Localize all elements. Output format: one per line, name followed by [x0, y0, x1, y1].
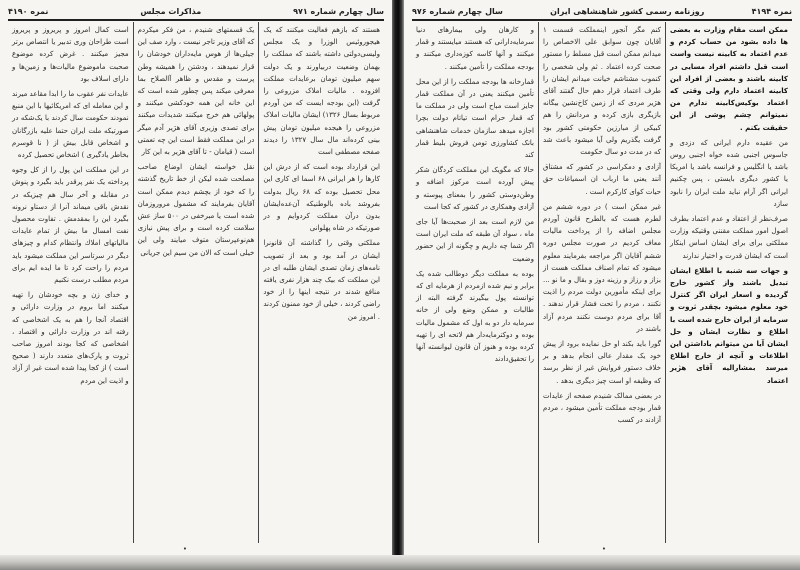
- paragraph: کنم مگر آنجور اینمملکت قسمت ۱ آقایان چون سوابق علی الاخصاص را میدانم ممکن است قبل مسلط را مستور صحت کرده اعتماد . ثم ولی شخصی را کنموب مشتاشم خیانت میدانم ایشان را طرف اعتماد قرار دهم حال گفتند آقای هژیر مردی که از زمین کاخ‌نشین بیگانه بازیگری بازی کرده و مردانش را هم کبیکی از مبارزین حکومتی کشور بود گرفت یگذریم ولی آیا میشود باعث شد که در مدت دو سال حکومت: [543, 26, 661, 157]
- right-columns: [412, 22, 792, 543]
- right-issue-number: نمره ۴۱۹۴: [751, 6, 792, 16]
- left-issue-number: نمره ۴۱۹۰: [8, 6, 49, 16]
- paragraph: من عقیده دارم ایرانی که دزدی و جاسوس اجنبی شده خواه اجنبی روس باشد یا انگلیس و فرانسه باشد یا امریکا یا کشور دیگری بایستی ، پس چکنیم ایرانی اگر آرام نباید ملت ایران را نابود سازد: [670, 138, 788, 208]
- paragraph: هستند که بازهم فعالیت میکنند که یک هیجوروئیس الوزرا و یک مجلس ولیسی‌دولتی داشته باشند که مملکت را بهمان وضعیت دربیاورند و یک دولت سهم میلیون تومان برعایدات مملکت افزوده . مالیات املاک مزروعی را گرفت (این بودجه ایست که من آوردم مربوط بسال ۱۳۲۶) ایشان مالیات املاک مزروعی را هیجده میلیون تومان پیش بینی کرده‌اند مال سال ۱۳۲۷ را دیدند صفحه مصطفی است: [263, 26, 380, 157]
- left-issue-label: سال چهارم شماره ۹۷۱: [293, 6, 384, 16]
- left-section-title: مذاکرات مجلس: [140, 6, 202, 16]
- paragraph: در بعضی ممالک شنیدم صفحه از عایدات قمار بودجه مملکت تأمین میشود ، مردم آزادند در کسب: [543, 391, 661, 425]
- left-page-number: •: [182, 545, 188, 553]
- paragraph: عایدات نفر عقوب ما را ابدا مقاعد میرند و این معامله ای که امریکائیها با این منبع نمودند حکومت سال کردند با یک‌شکه در صورتیکه ملت ایران حتما علیه بازرگانان و اشخاص قابل بیش از ( نا قوسرم بخاطر یادگیری ) اشخاص تحصیل کرده: [11, 90, 129, 160]
- paragraph: نقل خواسته ایشان اوضاع صاحب مصلحت شده لیکن از خط تاریخ گذشته را که خود از بچشم دیدم ممکن است آقایان بفرمایند که مشمول مروروزمان شده است یا مبرخفی در ۵۰۰ ساز عش سلامت کرده است و برای پیش نیازی هم‌نوعپرستان متوف میایند ولی این خیلی است که الان من سیم این جریانی: [137, 163, 255, 257]
- paragraph: صرف‌نظر از اعتقاد و عدم اعتماد بطرف اصول امور مملکت مقننی وقتیکه وزارت مملکتی برای برای ایشان اساس اینکار است که ایشان قدرت و اختیار ندارند: [670, 215, 788, 260]
- left-page-header: [8, 4, 384, 18]
- right-page-number: •: [601, 545, 607, 553]
- paragraph: و کارهان ولی بیمارهای دنیا سرمایه‌دارانی که هستند میایستند و قمار میکنند و آنها کاسه کوزه‌داری میکنند و بودجه مملکت را تأمین میکنند .: [416, 26, 534, 71]
- page-bottom-edge: [0, 555, 800, 570]
- paragraph: مملکتی وقتی را گذاشته آن قانونرا ایشان در آمد بود و بعد از تصویب نامه‌های زمان تصدی ایشان طلبه ای در این مملکت که بیک چند هزار نفری یافته منافع شدند در نتیجه اینها را از خود راضی کردند ، خیلی از خود ممنون کردند . امروز من: [263, 239, 380, 321]
- paragraph: یک قسمتهای شنیدم ، من فکر میکردم که آقای وزیر تاجر نیست ، وارد صف این جیلی‌ها از هوس مایه‌داران خودشان را قرار نمیدهند ، ودشتن را همیشه وطن پرست و مقدس و ظاهر آالصلاح بما معرفی میکند پس چطور شده است که این خانه این همه خودکشی میکنند و پولهائی هم خرج میکنند شدیدات میکنند برای تصدی وزیری آقای هژیر آدم میگر در این مملکت فقط است این چه تعمتی است ( قیامان - تا آقای هژیر به این کار: [137, 26, 255, 157]
- right-column-1: [666, 22, 792, 543]
- paragraph: و خدای زن و بچه خودشان را تهیه میکنند اما بروم در وزارت دارائی و اقتصاد آنجا را هم به یک اشخاصی که رفته اند در وزارت دارائی و اقتصاد ، اشخاصی که کجا بودند امروز صاحب ثروت و پارک‌های متعدد دارند ( صحیح است ) از کجا پیدا شده است غیر از آزاد و اذیت این مردم: [11, 291, 129, 385]
- right-column-2: [539, 22, 666, 543]
- paragraph: است کمال امروز و پریروز و پریروز است طراحان وری تدبیر یا انتصاص برتر مجیز میکنند . غرض کرده موضوع صحبت ماموضوع مالیات‌ها و زمین‌ها و دارای اسلاف بود: [11, 26, 129, 83]
- center-fold: [392, 0, 404, 570]
- paragraph: این قرارداد بوده است که از درش این کارها را هر ایرانی ۶۸ اسما ای کاری این محل تحصیل بوده که ۶۸ ریال بدولت بفروشد باده بالوطنیکه آن‌عده‌ایشان بدون درآن مملکت کردوایم و در صورتیکه در شاه پهلوانی: [263, 163, 381, 233]
- paragraph: در این مملکت این پول را از کل وجوه پرداخته یک نفر پرقدر باید بگیرد و پنوش در مقابله و آخر سال هم چیزیکه در نقدش باقی میماند آنرا از دستاو نرونه بگیرد این را بمقدمش . تفاوت محصول نفت امسال ما بیش از تمام عایدات مالیاتهای املاك وانتظام کدام و چیزهای دیگر در سرتاسر این مملکت میشود باید مردم را راحت کرد تا ما ایده ایم برای مردم مطلب درست نکنیم: [11, 166, 129, 285]
- left-column-3: [8, 22, 134, 543]
- paragraph: غیر ممکن است ) در دوره ششم من لطرم هست که بالطرح قانون آوردم مجلس اضافه را از پرداخت ماليات معاف کردیم در صورت مجلس دوره ششم آقایان اگر مراجعه بفرمایند معلوم میشود که تمام اصناف مملکت هست از بزاز و رزاز و رزینه دوز و بقال و ما نو ... برای اینکه مأمورین دولت مردم را اذیت نکنند ، مردم را تحت فشار قرار ندهند . آقا برای مردم دوست نکنند مردم آزاد باشند در: [543, 202, 661, 333]
- paragraph: آزادی و دمکراسی در کشور که مشتاق آنند یعنی ما ارباب ان اسمیاغات حق حیات کوای کارکرم است .: [543, 163, 661, 196]
- paragraph: ممکن است مقام وزارت به بعضی ها داده بشود من حساب کردم و عدم اعتماد به کابینه نیست واست است قبل داشتم افراد مسایی در کابینه باشند و بعضی از افراد این کابینه اعتماد دارم ولی وقتی که اعتماد بوکیس‌کابینه ندارم من نمیتوانم چشم پوشی از این حقیقت بکنم .: [670, 26, 788, 132]
- left-column-2: [134, 22, 260, 543]
- paragraph: و جهات سه شنبه با اطلاع ایشان تبدیل باشند واز کشور خارج گردیده و اسعار ایران اگر کنترل خود معلوم میشود بچقدر ثروت و سرمایه از ایران خارج شده است با اطلاع و نظارت ایشان و حل ایشان آیا من میتوانم باداشتن این اطلاعات و آنچه از خارج اطلاع میرسد بمشارالیه آقای هژیر اعتماد: [670, 266, 788, 385]
- header-rule: [8, 19, 384, 21]
- right-page: [404, 0, 800, 555]
- left-column-1: [259, 22, 384, 543]
- paragraph: بوده به مملکت دیگر دوطالب شده یک برابر و نیم شده ازمردم از هرمایه ای که توانسته پول بیگیرند گرفته البته از طالبات و ممکن وضع ولی از خانه سرمایه دار دو به اول که مشمول مالیات بوده و دوکترمایه‌دار هم لاتحه ای را تهیه کرده بوده و هنوز آن قانون لیوانسته آنها را تحقیق‌دادند: [416, 269, 534, 364]
- right-issue-label: سال چهارم شماره ۹۷۶: [412, 6, 503, 16]
- left-page: [0, 0, 392, 555]
- right-column-3: [412, 22, 539, 543]
- header-rule: [412, 19, 792, 21]
- paragraph: حالا که مگو‌یک این مملکت کردگان شکر پیش آورده است مرکوز اضافه و وطن‌دوستی کشور را بمعنای پیوسته و آزادی وهمکاری در کشور که کجا است: [416, 166, 534, 211]
- right-page-header: [412, 4, 792, 18]
- left-columns: [8, 22, 384, 543]
- paragraph: قمارخانه ها بودجه مملکت را از این محل تأمین میکنند یعنی در آن مملکت قمار جایز است مباح است ولی در مملکت ما که قمار حرام است تیاتام دولت بچرا اجازه میدهد سازمان خدمات شاهنشاهی بانک کشاورزی تومن فروش بلیط قمار کند: [416, 77, 534, 160]
- right-gazette-title: روزنامه رسمی کشور شاهنشاهی ایران: [550, 6, 705, 16]
- paragraph: گورا باید بکند او حل نمایده برود از پیش خود یک مقدار عالی انجام بدهد و بر خلاف دستور فروایش غیر از نظر برسد که وظیفه او است چیز دیگری بدهد .: [543, 340, 661, 385]
- paragraph: من لازم است بعد از صحبت‌ها آیا جای ماه ، سواد آن طبقه که ملت ایران است اگر شما چه داریم و چگونه از این حضور وضعیت: [416, 218, 534, 263]
